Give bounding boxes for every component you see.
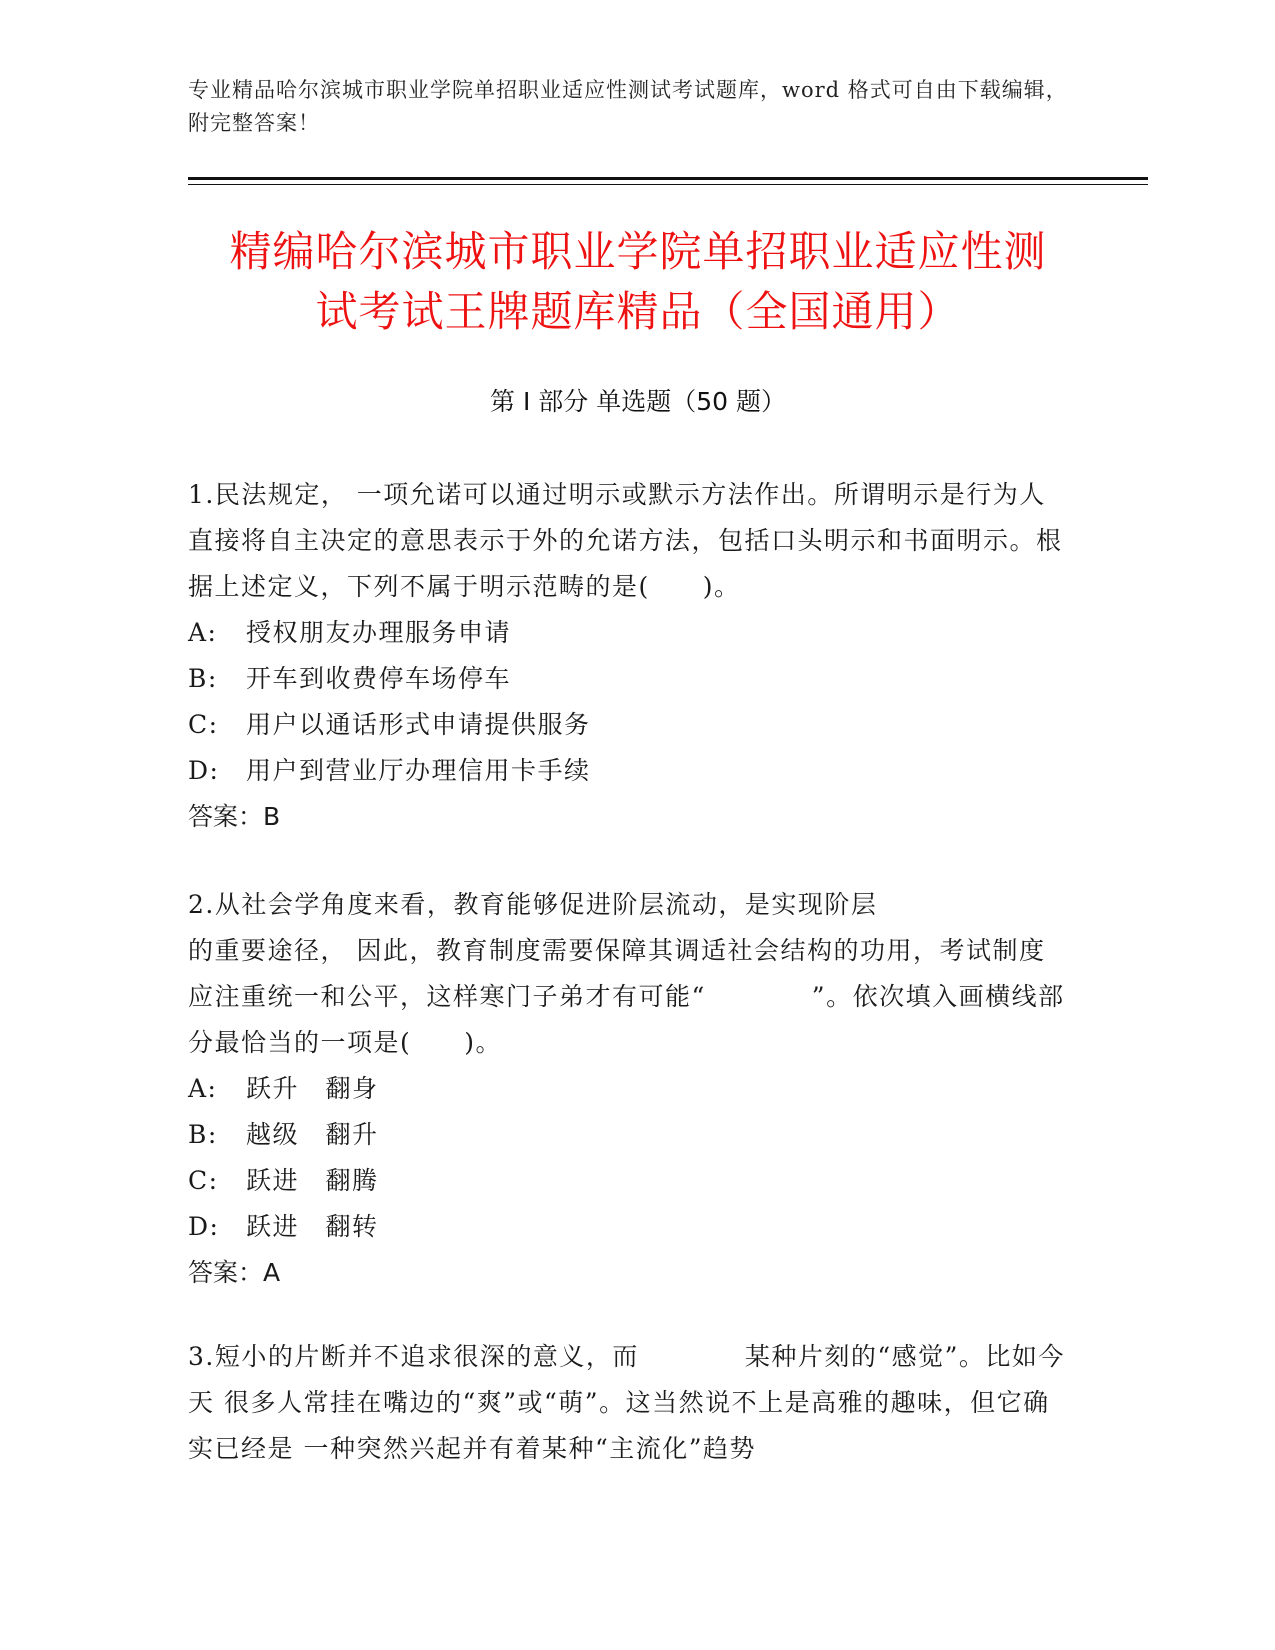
question-2-option-a: [188, 1066, 1068, 1112]
option-letter: C:: [188, 1166, 219, 1195]
document-title-line2: 试考试王牌题库精品（全国通用）: [315, 287, 961, 336]
question-2-text-line1: 2.从社会学角度来看，教育能够促进阶层流动，是实现阶层: [188, 890, 878, 919]
question-1-option-c: [188, 702, 1068, 748]
option-text: 用户以通话形式申请提供服务: [246, 710, 591, 739]
option-letter: B:: [188, 1120, 218, 1149]
header-note: 专业精品哈尔滨城市职业学院单招职业适应性测试考试题库，word 格式可自由下载编辑，附完整答案！: [188, 78, 1068, 135]
header-divider-thin: [188, 184, 1148, 185]
question-1: [188, 472, 1068, 840]
question-3-text: 3.短小的片断并不追求很深的意义，而 某种片刻的“感觉”。比如今天 很多人常挂在嘴边的“爽”或“萌”。这当然说不上是高雅的趣味，但它确实已经是 一种突然兴起并有着某种“主流化”趋势: [188, 1342, 1065, 1463]
option-letter: D:: [188, 1212, 220, 1241]
section-title: 第 I 部分 单选题（50 题）: [490, 387, 786, 416]
option-letter: C:: [188, 710, 219, 739]
document-title-line1: 精编哈尔滨城市职业学院单招职业适应性测: [229, 227, 1047, 276]
option-text: 用户到营业厅办理信用卡手续: [246, 756, 591, 785]
option-text: 授权朋友办理服务申请: [246, 618, 512, 647]
option-letter: A:: [188, 1074, 218, 1103]
question-2-option-d: [188, 1204, 1068, 1250]
question-2-answer: 答案：A: [188, 1258, 281, 1287]
option-text: 跃进 翻转: [246, 1212, 379, 1241]
header-divider-thick: [188, 177, 1148, 180]
option-text: 跃进 翻腾: [246, 1166, 379, 1195]
question-1-option-d: [188, 748, 1068, 794]
question-2-text-rest: 的重要途径， 因此，教育制度需要保障其调适社会结构的功用，考试制度应注重统一和公平，这样寒门子弟才有可能“ ”。依次填入画横线部分最恰当的一项是( )。: [188, 936, 1065, 1057]
question-2: [188, 882, 1068, 1296]
question-1-answer: 答案：B: [188, 802, 281, 831]
document-title: [188, 222, 1088, 342]
question-1-text: 1.民法规定， 一项允诺可以通过明示或默示方法作出。所谓明示是行为人直接将自主决定的意思表示于外的允诺方法，包括口头明示和书面明示。根据上述定义，下列不属于明示范畴的是( )。: [188, 480, 1063, 601]
option-text: 跃升 翻身: [246, 1074, 379, 1103]
question-1-option-b: [188, 656, 1068, 702]
option-text: 开车到收费停车场停车: [246, 664, 512, 693]
option-letter: A:: [188, 618, 218, 647]
option-letter: B:: [188, 664, 218, 693]
question-2-option-b: [188, 1112, 1068, 1158]
option-letter: D:: [188, 756, 220, 785]
question-2-option-c: [188, 1158, 1068, 1204]
question-3: [188, 1334, 1068, 1472]
option-text: 越级 翻升: [246, 1120, 379, 1149]
question-1-option-a: [188, 610, 1068, 656]
